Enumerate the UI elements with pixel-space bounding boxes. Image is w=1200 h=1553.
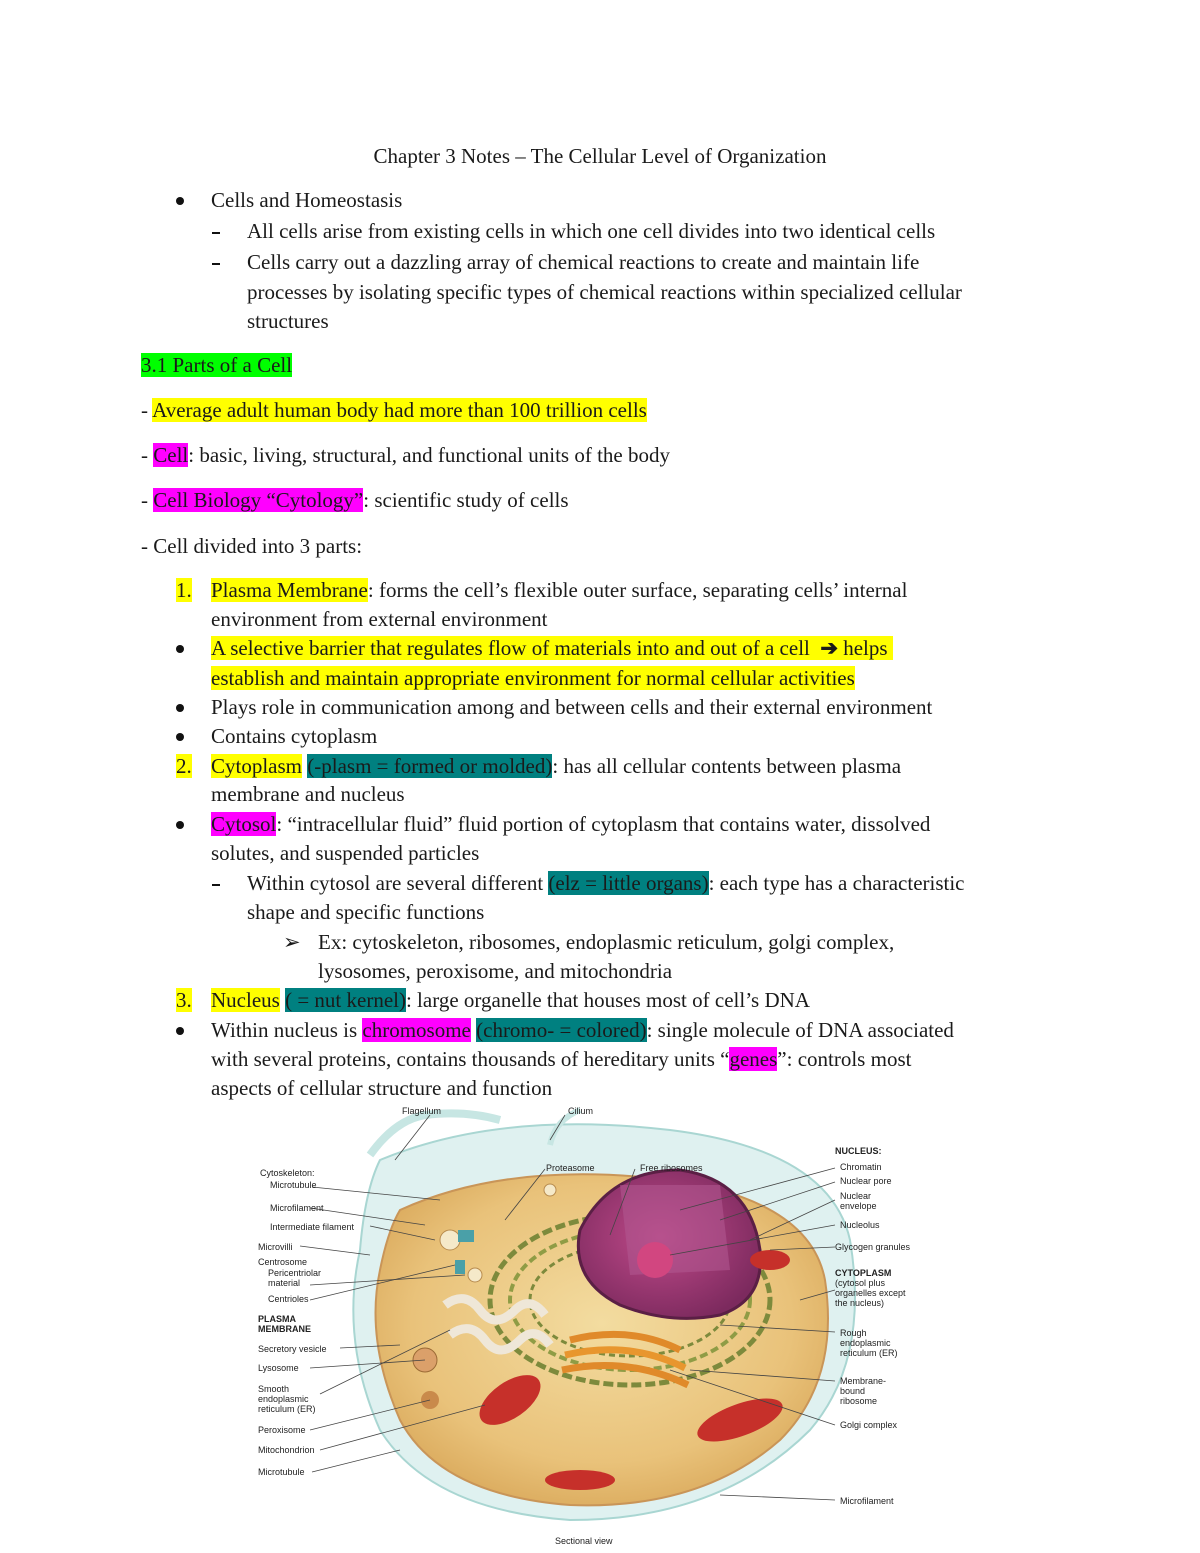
- fig-label: ribosome: [840, 1396, 878, 1406]
- item-plasma-membrane: Plasma Membrane: forms the cell’s flexible outer surface, separating cells’ internal: [211, 578, 908, 602]
- fig-label: Peroxisome: [258, 1425, 306, 1435]
- fig-label: Rough: [840, 1328, 867, 1338]
- fig-label: endoplasmic: [840, 1338, 891, 1348]
- page-title: Chapter 3 Notes – The Cellular Level of Organization: [373, 144, 827, 168]
- fig-label: CYTOPLASM: [835, 1268, 892, 1278]
- fig-label: Proteasome: [546, 1163, 595, 1173]
- item-cytosol-line2: solutes, and suspended particles: [211, 841, 480, 865]
- dash-icon: [212, 884, 220, 886]
- bullet-icon: [176, 733, 184, 741]
- fig-label: reticulum (ER): [840, 1348, 898, 1358]
- list-number: 3.: [176, 988, 192, 1012]
- item-cytoplasm: Cytoplasm (-plasm = formed or molded): has all cellular contents between plasma: [211, 754, 902, 778]
- item-plasma-membrane-line2: environment from external environment: [211, 607, 548, 631]
- intro-dash-2-line2: processes by isolating specific types of chemical reactions within specialized cellular: [247, 280, 962, 304]
- intro-dash-2-line3: structures: [247, 309, 329, 333]
- para-cytology: - Cell Biology “Cytology”: scientific study of cells: [141, 488, 569, 512]
- item-organelles-line2: shape and specific functions: [247, 900, 485, 924]
- bullet-icon: [176, 704, 184, 712]
- item-chromosome: Within nucleus is chromosome (chromo- = colored): single molecule of DNA associated: [211, 1018, 954, 1042]
- cell-diagram: [250, 1100, 950, 1550]
- fig-label: Smooth: [258, 1384, 290, 1394]
- dash-icon: [212, 232, 220, 234]
- para-cell: - Cell: basic, living, structural, and functional units of the body: [141, 443, 670, 467]
- list-number: 1.: [176, 578, 192, 602]
- intro-dash-2: Cells carry out a dazzling array of chemical reactions to create and maintain life: [247, 250, 920, 274]
- fig-label: Microfilament: [840, 1496, 894, 1506]
- fig-label: Cytoskeleton:: [260, 1168, 315, 1178]
- fig-label: Intermediate filament: [270, 1222, 355, 1232]
- fig-label: Free ribosomes: [640, 1163, 703, 1173]
- item-contains-cytoplasm: Contains cytoplasm: [211, 724, 378, 748]
- fig-label: Membrane-: [840, 1376, 887, 1386]
- fig-label: bound: [840, 1386, 866, 1396]
- item-examples-line2: lysosomes, peroxisome, and mitochondria: [318, 959, 673, 983]
- item-communication: Plays role in communication among and between cells and their external environment: [211, 695, 933, 719]
- para-body-cells: - Average adult human body had more than 100 trillion cells: [141, 398, 647, 422]
- fig-label: (cytosol plus: [835, 1278, 886, 1288]
- item-selective-barrier: A selective barrier that regulates flow of materials into and out of a cell ➔ helps: [211, 634, 893, 663]
- fig-label: envelope: [840, 1201, 877, 1211]
- fig-label: Microvilli: [258, 1242, 293, 1252]
- bullet-icon: [176, 197, 184, 205]
- fig-label: NUCLEUS:: [835, 1146, 882, 1156]
- fig-label: Nuclear: [840, 1191, 872, 1201]
- fig-label: Secretory vesicle: [258, 1344, 327, 1354]
- fig-label: MEMBRANE: [258, 1324, 311, 1334]
- section-heading: 3.1 Parts of a Cell: [141, 353, 293, 377]
- intro-bullet: Cells and Homeostasis: [211, 188, 403, 212]
- item-selective-barrier-line2: establish and maintain appropriate environment for normal cellular activities: [211, 666, 855, 690]
- bullet-icon: [176, 821, 184, 829]
- fig-label: PLASMA: [258, 1314, 296, 1324]
- fig-label: reticulum (ER): [258, 1404, 316, 1414]
- item-chromosome-line3: aspects of cellular structure and function: [211, 1076, 553, 1100]
- fig-label: the nucleus): [835, 1298, 885, 1308]
- fig-label: Centrioles: [268, 1294, 309, 1304]
- fig-label: Glycogen granules: [835, 1242, 911, 1252]
- fig-label: Pericentriolar: [268, 1268, 322, 1278]
- figure-caption: Sectional view: [555, 1536, 613, 1546]
- fig-label: Centrosome: [258, 1257, 308, 1267]
- fig-label: Microfilament: [270, 1203, 324, 1213]
- item-cytoplasm-line2: membrane and nucleus: [211, 782, 405, 806]
- dash-icon: [212, 263, 220, 265]
- item-organelles: Within cytosol are several different (elz = little organs): each type has a characteristic: [247, 871, 965, 895]
- bullet-icon: [176, 1027, 184, 1035]
- bullet-icon: [176, 645, 184, 653]
- item-cytosol: Cytosol: “intracellular fluid” fluid portion of cytoplasm that contains water, dissolved: [211, 812, 931, 836]
- fig-label: Lysosome: [258, 1363, 299, 1373]
- item-examples: Ex: cytoskeleton, ribosomes, endoplasmic reticulum, golgi complex,: [318, 930, 895, 954]
- arrowhead-bullet-icon: ➢: [283, 930, 301, 954]
- fig-label: organelles except: [835, 1288, 906, 1298]
- item-nucleus: Nucleus ( = nut kernel): large organelle that houses most of cell’s DNA: [211, 988, 810, 1012]
- para-parts: - Cell divided into 3 parts:: [141, 534, 363, 558]
- fig-label: Chromatin: [840, 1162, 882, 1172]
- fig-label: Cilium: [568, 1106, 594, 1116]
- list-number: 2.: [176, 754, 192, 778]
- intro-dash-1: All cells arise from existing cells in which one cell divides into two identical cells: [247, 219, 936, 243]
- fig-label: Flagellum: [402, 1106, 442, 1116]
- fig-label: Mitochondrion: [258, 1445, 315, 1455]
- item-chromosome-line2: with several proteins, contains thousands of hereditary units “genes”: controls most: [211, 1047, 912, 1071]
- fig-label: material: [268, 1278, 301, 1288]
- fig-label: Microtubule: [270, 1180, 317, 1190]
- fig-label: endoplasmic: [258, 1394, 309, 1404]
- arrow-right-icon: ➔: [820, 636, 838, 660]
- fig-label: Nucleolus: [840, 1220, 880, 1230]
- fig-label: Nuclear pore: [840, 1176, 892, 1186]
- fig-label: Microtubule: [258, 1467, 305, 1477]
- fig-label: Golgi complex: [840, 1420, 898, 1430]
